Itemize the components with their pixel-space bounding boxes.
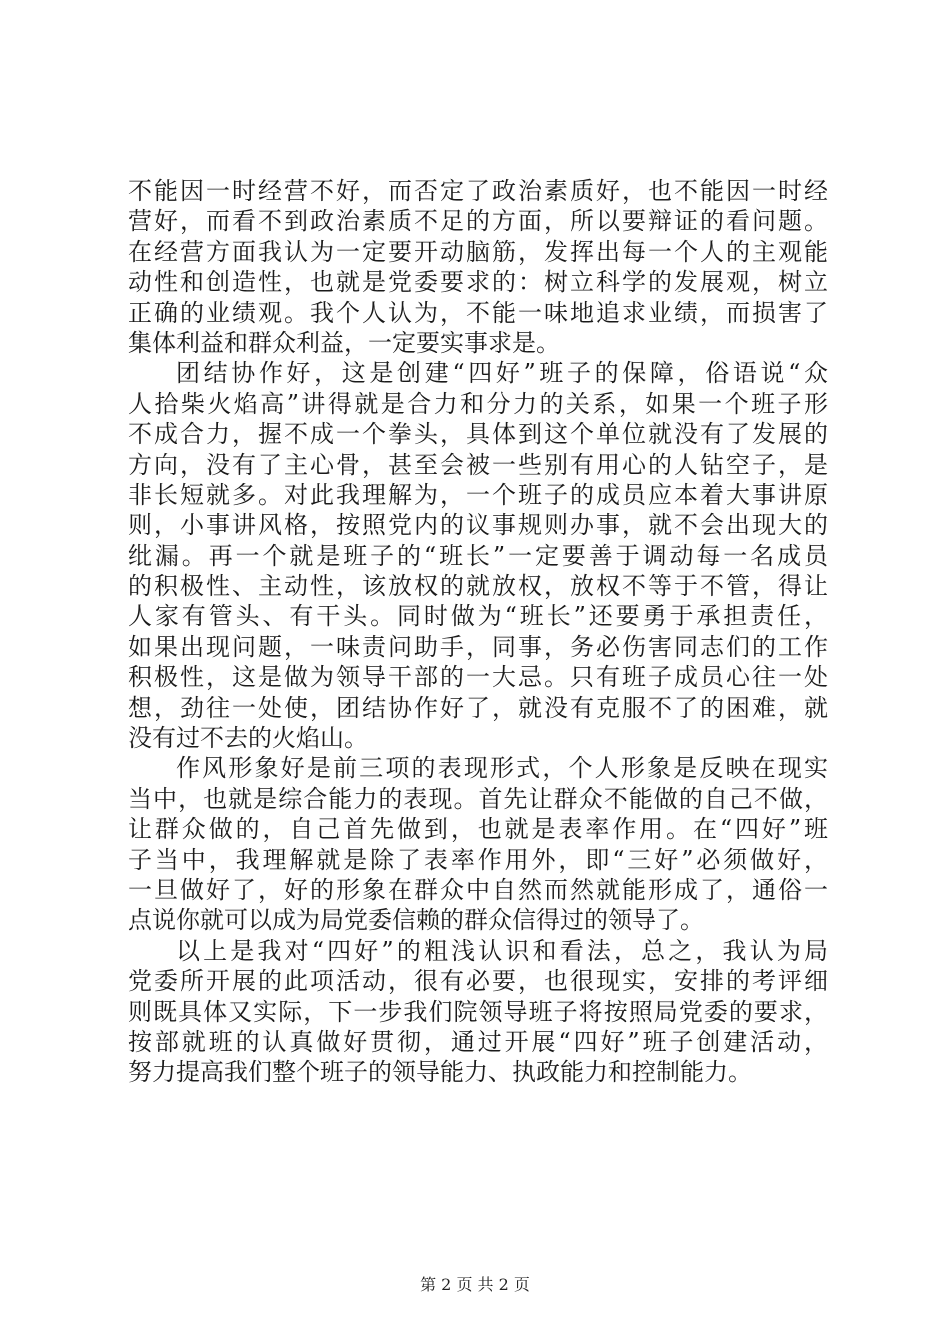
- text-line: 则，小事讲风格，按照党内的议事规则办事，就不会出现大的: [128, 511, 828, 540]
- text-line: 非长短就多。对此我理解为，一个班子的成员应本着大事讲原: [128, 480, 828, 509]
- paragraph-end-line: 集体利益和群众利益，一定要实事求是。: [128, 328, 560, 357]
- text-line: 动性和创造性，也就是党委要求的：树立科学的发展观，树立: [128, 268, 828, 297]
- text-line: 人拾柴火焰高”讲得就是合力和分力的关系，如果一个班子形: [128, 389, 828, 418]
- text-line: 按部就班的认真做好贯彻，通过开展“四好”班子创建活动，: [128, 1027, 828, 1056]
- page-number-footer: 第 2 页 共 2 页: [420, 1275, 530, 1294]
- text-line: 的积极性、主动性，该放权的就放权，放权不等于不管，得让: [128, 572, 828, 601]
- paragraph-end-line: 努力提高我们整个班子的领导能力、执政能力和控制能力。: [128, 1058, 752, 1087]
- text-line: 在经营方面我认为一定要开动脑筋，发挥出每一个人的主观能: [128, 237, 828, 266]
- text-line: 想，劲往一处使，团结协作好了，就没有克服不了的困难，就: [128, 693, 828, 722]
- text-line: 一旦做好了，好的形象在群众中自然而然就能形成了，通俗一: [128, 875, 828, 904]
- paragraph-end-line: 点说你就可以成为局党委信赖的群众信得过的领导了。: [128, 906, 704, 935]
- text-line: 纰漏。再一个就是班子的“班长”一定要善于调动每一名成员: [128, 541, 828, 570]
- text-line: 积极性，这是做为领导干部的一大忌。只有班子成员心往一处: [128, 663, 828, 692]
- text-line: 方向，没有了主心骨，甚至会被一些别有用心的人钻空子，是: [128, 450, 828, 479]
- text-line: 正确的业绩观。我个人认为，不能一味地追求业绩，而损害了: [128, 298, 828, 327]
- paragraph-end-line: 没有过不去的火焰山。: [128, 724, 368, 753]
- text-line: 让群众做的，自己首先做到，也就是表率作用。在“四好”班: [128, 815, 828, 844]
- text-line: 党委所开展的此项活动，很有必要，也很现实，安排的考评细: [128, 967, 828, 996]
- text-line: 子当中，我理解就是除了表率作用外，即“三好”必须做好，: [128, 845, 828, 874]
- paragraph-start-line: 作风形象好是前三项的表现形式，个人形象是反映在现实: [176, 754, 828, 783]
- text-line: 当中，也就是综合能力的表现。首先让群众不能做的自己不做，: [128, 784, 828, 813]
- text-line: 不成合力，握不成一个拳头，具体到这个单位就没有了发展的: [128, 420, 828, 449]
- text-line: 人家有管头、有干头。同时做为“班长”还要勇于承担责任，: [128, 602, 828, 631]
- document-body: [128, 176, 828, 1088]
- paragraph-start-line: 以上是我对“四好”的粗浅认识和看法，总之，我认为局: [176, 936, 828, 965]
- text-line: 不能因一时经营不好，而否定了政治素质好，也不能因一时经: [128, 177, 828, 205]
- paragraph-start-line: 团结协作好，这是创建“四好”班子的保障，俗语说“众: [176, 359, 828, 388]
- text-line: 营好，而看不到政治素质不足的方面，所以要辩证的看问题。: [128, 207, 828, 236]
- text-line: 则既具体又实际，下一步我们院领导班子将按照局党委的要求，: [128, 997, 828, 1026]
- text-line: 如果出现问题，一味责问助手，同事，务必伤害同志们的工作: [128, 632, 828, 661]
